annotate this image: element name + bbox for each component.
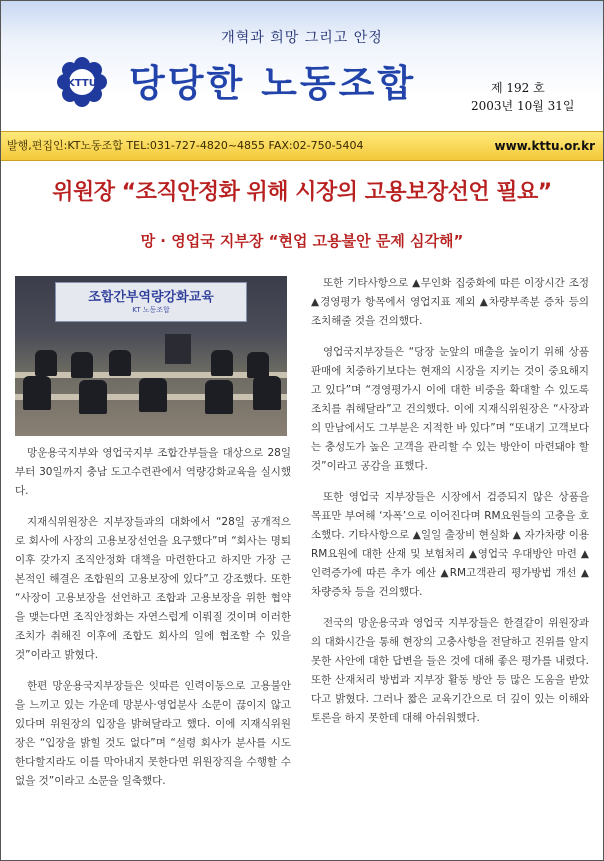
photo-attendee	[253, 376, 281, 410]
slogan: 개혁과 희망 그리고 안정	[221, 30, 383, 46]
photo-attendee	[247, 352, 269, 378]
photo-attendee	[23, 376, 51, 410]
article-column-right	[311, 274, 589, 740]
issue-number: 제 192 호	[491, 81, 545, 95]
article-paragraph: 지재식위원장은 지부장들과의 대화에서 “28일 공개적으로 회사에 사장의 고용보장선언을 요구했다”며 “회사는 명퇴이후 갖가지 조직안정화 대책을 마련한다고 하지만 가장 근본적인 해결은 조합원의 고용보장에 있다”고 강조했다. 또한 “사장이 고용보장을 선언하고 조합과 고용보장을 위한 협약을 맺는다면 조직안정화는 자연스럽게 이뤄질 것이며 이러한 조치가 취해진 이후에 조합도 회사의 일에 협조할 수 있을 것”이라고 밝혔다.	[15, 516, 291, 661]
issue-date: 2003년 10월 31일	[471, 99, 575, 113]
headline: 위원장 “조직안정화 위해 시장의 고용보장선언 필요”	[52, 180, 552, 205]
logo-text: KTTU	[67, 78, 97, 89]
photo-attendee	[211, 350, 233, 376]
kttu-logo-icon	[57, 57, 107, 107]
article-paragraph: 또한 기타사항으로 ▲무인화 집중화에 따른 이장시간 조정 ▲경영평가 항목에서 영업지표 제외 ▲차량부족분 증차 등의 조치해줄 것을 건의했다.	[311, 277, 589, 327]
photo-attendee	[35, 350, 57, 376]
subheadline: 망 · 영업국 지부장 “현업 고용불안 문제 심각해”	[140, 232, 464, 250]
website-url[interactable]: www.kttu.or.kr	[494, 139, 595, 153]
article-paragraph: 또한 영업국 지부장들은 시장에서 검증되지 않은 상품을 목표만 부여해 ‘자폭’으로 이어진다며 RM요원들의 고충을 호소했다. 기타사항으로 ▲일일 출장비 현실화 ▲ 자가차량 이용 RM요원에 대한 산재 및 보험처리 ▲영업국 우대방안 마련 ▲인력증가에 따른 추가 예산 ▲RM고객관리 평가방법 개선 ▲차량증차 등을 건의했다.	[311, 491, 589, 598]
paper-name: 당당한 노동조합	[129, 62, 417, 105]
photo-attendee	[205, 380, 233, 414]
photo-attendee	[71, 352, 93, 378]
photo-attendee	[79, 380, 107, 414]
article-column-left	[15, 444, 291, 803]
photo-banner	[55, 282, 247, 322]
photo-attendee	[109, 350, 131, 376]
photo-podium	[165, 334, 191, 364]
publisher-bar	[1, 131, 603, 161]
publisher-info: 발행,편집인:KT노동조합 TEL:031-727-4820~4855 FAX:02-750-5404	[7, 139, 364, 152]
article-paragraph: 한편 망운용국지부장들은 잇따른 인력이동으로 고용불안을 느끼고 있는 가운데 망분사·영업분사 소문이 끊이지 않고 있다며 위원장의 입장을 밝혀달라고 했다. 이에 지재식위원장은 “입장을 밝힐 것도 없다”며 “설령 회사가 분사를 시도한다할지라도 이를 막아내지 못한다면 위원장직을 수행할 수 없을 것”이라고 소문을 일축했다.	[15, 680, 291, 787]
masthead	[1, 1, 603, 129]
training-photo	[15, 276, 287, 436]
article-paragraph: 영업국지부장들은 “당장 눈앞의 매출을 높이기 위해 상품판매에 치중하기보다는 현재의 시장을 지키는 것이 중요해지고 있다”며 “경영평가시 이에 대한 비중을 확대할 수 있도록 조치를 취해달라”고 건의했다. 이에 지재식위원장은 “사장과의 만남에서도 그부분은 지적한 바 있다”며 “또내기 고객보다는 충성도가 높은 고객을 관리할 수 있는 방안이 마련돼야 할 것”이라고 공감을 표했다.	[311, 346, 589, 472]
photo-banner-title: 조합간부역량강화교육	[88, 290, 214, 305]
article-paragraph: 망운용국지부와 영업국지부 조합간부들을 대상으로 28일부터 30일까지 충남 도고수련관에서 역량강화교육을 실시했다.	[15, 447, 291, 497]
article-paragraph: 전국의 망운용국과 영업국 지부장들은 한결같이 위원장과의 대화시간을 통해 현장의 고충사항을 전달하고 진위를 알지 못한 사안에 대한 답변을 들은 것에 대해 좋은 평가를 내렸다. 또한 산재처리 방법과 지부장 활동 방안 등 많은 도움을 받았다고 밝혔다. 그러나 짧은 교육기간으로 더 깊이 있는 이해와 토론을 하지 못한데 대해 아쉬워했다.	[311, 617, 589, 724]
photo-banner-sub: KT 노동조합	[132, 306, 170, 314]
photo-attendee	[139, 378, 167, 412]
